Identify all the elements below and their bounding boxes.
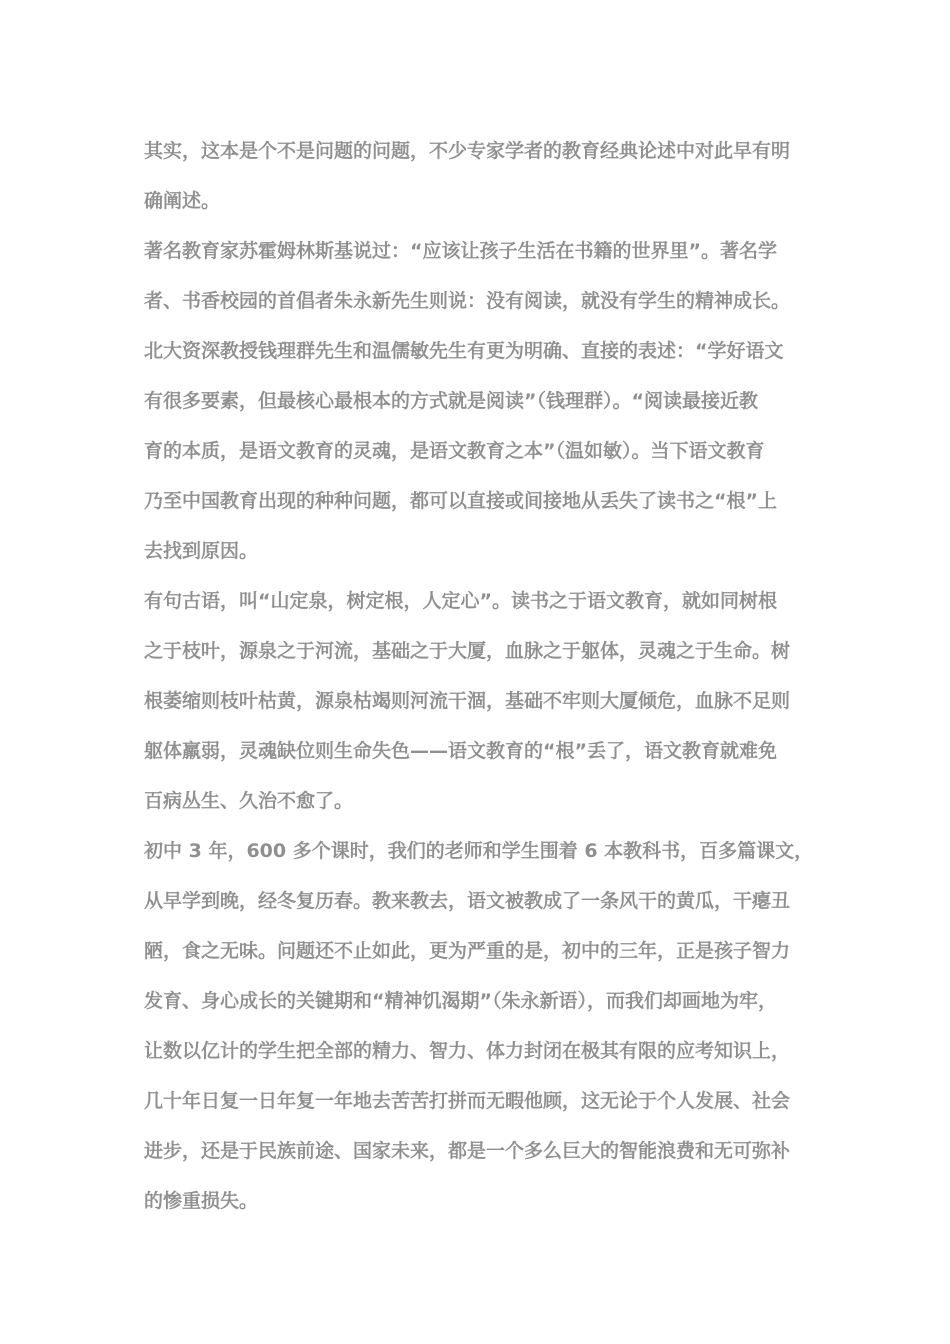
text-line: 的惨重损失。 [144,1190,259,1212]
text-line: 之于枝叶，源泉之于河流，基础之于大厦，血脉之于躯体，灵魂之于生命。树 [144,640,791,662]
text-line: 北大资深教授钱理群先生和温儒敏先生有更为明确、直接的表述：“学好语文 [144,340,784,362]
text-line: 初中 3 年，600 多个课时，我们的老师和学生围着 6 本教科书，百多篇课文， [144,840,814,862]
text-line: 确阐述。 [144,190,221,212]
text-line: 几十年日复一日年复一年地去苦苦打拼而无暇他顾，这无论于个人发展、社会 [144,1090,791,1112]
text-line: 从早学到晚，经冬复历春。教来教去，语文被教成了一条风干的黄瓜，干瘪丑 [144,890,791,912]
text-line: 者、书香校园的首倡者朱永新先生则说：没有阅读，就没有学生的精神成长。 [144,290,791,312]
text-line: 进步，还是于民族前途、国家未来，都是一个多么巨大的智能浪费和无可弥补 [144,1140,791,1162]
text-line: 发育、身心成长的关键期和“精神饥渴期”（朱永新语），而我们却画地为牢， [144,990,777,1012]
text-line: 躯体羸弱，灵魂缺位则生命失色——语文教育的“根”丢了，语文教育就难免 [144,740,777,762]
text-line: 陋，食之无味。问题还不止如此，更为严重的是，初中的三年，正是孩子智力 [144,940,791,962]
text-line: 育的本质，是语文教育的灵魂，是语文教育之本”（温如敏）。当下语文教育 [144,440,765,462]
text-line: 让数以亿计的学生把全部的精力、智力、体力封闭在极其有限的应考知识上， [144,1040,791,1062]
text-line: 有句古语，叫“山定泉，树定根，人定心”。读书之于语文教育，就如同树根 [144,590,777,612]
text-line: 有很多要素，但最核心最根本的方式就是阅读”（钱理群）。“阅读最接近教 [144,390,758,412]
text-line: 根萎缩则枝叶枯黄，源泉枯竭则河流干涸，基础不牢则大厦倾危，血脉不足则 [144,690,791,712]
text-line: 百病丛生、久治不愈了。 [144,790,354,812]
text-line: 著名教育家苏霍姆林斯基说过：“应该让孩子生活在书籍的世界里”。著名学 [144,240,777,262]
article-body [144,126,824,1226]
text-line: 其实，这本是个不是问题的问题，不少专家学者的教育经典论述中对此早有明 [144,140,791,162]
text-line: 乃至中国教育出现的种种问题，都可以直接或间接地从丢失了读书之“根”上 [144,490,777,512]
text-line: 去找到原因。 [144,540,259,562]
